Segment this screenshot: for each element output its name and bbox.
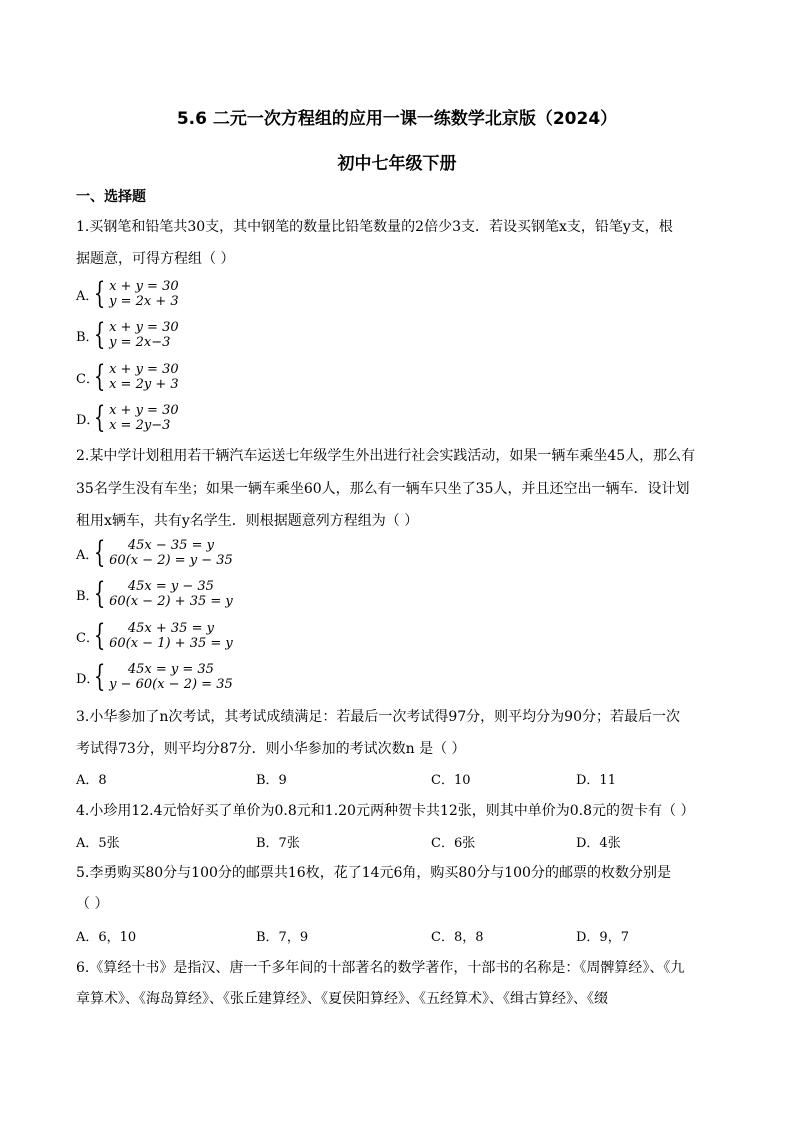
option: C．8，8 bbox=[431, 930, 484, 945]
q2-option-d bbox=[76, 659, 233, 694]
equation: 60(x − 2) + 35 = y bbox=[109, 594, 233, 609]
q1-option-a bbox=[76, 276, 179, 311]
equation: 60(x − 1) + 35 = y bbox=[109, 636, 233, 651]
question-3-text: 3.小华参加了n次考试，其考试成绩满足：若最后一次考试得97分，则平均分为90分；若最后一次 bbox=[76, 709, 681, 725]
equation-system bbox=[109, 538, 233, 568]
equation: y = 2x + 3 bbox=[109, 294, 179, 309]
option: C．10 bbox=[431, 773, 471, 788]
section-heading: 一、选择题 bbox=[76, 189, 146, 205]
brace-symbol: { bbox=[93, 317, 106, 352]
equation-system bbox=[109, 320, 179, 350]
q2-option-c bbox=[76, 618, 233, 653]
equation: x + y = 30 bbox=[109, 362, 179, 377]
equation-system bbox=[109, 579, 233, 609]
brace-symbol: { bbox=[93, 535, 106, 570]
equation: x + y = 30 bbox=[109, 403, 179, 418]
option: A．6，10 bbox=[76, 930, 137, 945]
option: B．7张 bbox=[256, 836, 300, 851]
equation: x = 2y−3 bbox=[109, 418, 171, 433]
brace-symbol: { bbox=[93, 400, 106, 435]
question-6-text: 6.《算经十书》是指汉、唐一千多年间的十部著名的数学著作，十部书的名称是：《周髀算经》、《九 bbox=[76, 960, 685, 976]
equation-system bbox=[109, 621, 233, 651]
equation: 45x − 35 = y bbox=[127, 538, 214, 553]
option-label: D． bbox=[76, 671, 100, 687]
q1-option-c bbox=[76, 359, 179, 394]
option: B．7，9 bbox=[256, 930, 309, 945]
equation-system bbox=[109, 662, 233, 692]
brace-symbol: { bbox=[93, 276, 106, 311]
option-label: B． bbox=[76, 329, 99, 345]
equation: y − 60(x − 2) = 35 bbox=[109, 677, 233, 692]
option-label: D． bbox=[76, 412, 100, 428]
question-6-text: 章算术》、《海岛算经》、《张丘建算经》、《夏侯阳算经》、《五经算术》、《缉古算经》、《缀 bbox=[76, 991, 608, 1007]
brace-symbol: { bbox=[93, 576, 106, 611]
brace-symbol: { bbox=[93, 659, 106, 694]
question-5-text: （ ） bbox=[76, 896, 109, 912]
q2-option-b bbox=[76, 576, 233, 611]
option-label: A． bbox=[76, 288, 99, 304]
equation-system bbox=[109, 279, 179, 309]
option: D．11 bbox=[576, 773, 616, 788]
brace-symbol: { bbox=[93, 359, 106, 394]
question-3-text: 考试得73分，则平均分87分．则小华参加的考试次数n 是（ ） bbox=[76, 741, 466, 757]
option: C．6张 bbox=[431, 836, 476, 851]
question-2-text: 35名学生没有车坐；如果一辆车乘坐60人，那么有一辆车只坐了35人，并且还空出一辆车．设计划 bbox=[76, 481, 690, 497]
equation: x = 2y + 3 bbox=[109, 377, 179, 392]
equation: 45x = y − 35 bbox=[127, 579, 214, 594]
equation: x + y = 30 bbox=[109, 320, 179, 335]
option-label: B． bbox=[76, 588, 99, 604]
equation: 45x + 35 = y bbox=[127, 621, 214, 636]
question-4-text: 4.小珍用12.4元恰好买了单价为0.8元和1.20元两种贺卡共12张，则其中单价为0.8元的贺卡有（ ） bbox=[76, 803, 695, 819]
document-subtitle: 初中七年级下册 bbox=[337, 154, 457, 174]
equation: 60(x − 2) = y − 35 bbox=[109, 553, 233, 568]
question-5-text: 5.李勇购买80分与100分的邮票共16枚，花了14元6角，购买80分与100分的邮票的枚数分别是 bbox=[76, 865, 671, 881]
option: D．9，7 bbox=[576, 930, 629, 945]
option: B．9 bbox=[256, 773, 287, 788]
option-label: A． bbox=[76, 547, 99, 563]
brace-symbol: { bbox=[93, 618, 106, 653]
question-2-text: 2.某中学计划租用若干辆汽车运送七年级学生外出进行社会实践活动，如果一辆车乘坐45人，那么有 bbox=[76, 448, 696, 464]
question-1-text: 据题意，可得方程组（ ） bbox=[76, 251, 235, 267]
question-1-text: 1.买钢笔和铅笔共30支，其中钢笔的数量比铅笔数量的2倍少3支．若设买钢笔x支，铅笔y支，根 bbox=[76, 219, 673, 235]
document-title: 5.6 二元一次方程组的应用一课一练数学北京版（2024） bbox=[176, 109, 618, 129]
equation-system bbox=[109, 403, 179, 433]
option-label: C． bbox=[76, 630, 99, 646]
option: A．5张 bbox=[76, 836, 120, 851]
q1-option-b bbox=[76, 317, 179, 352]
equation-system bbox=[109, 362, 179, 392]
option: A．8 bbox=[76, 773, 107, 788]
equation: 45x = y = 35 bbox=[127, 662, 214, 677]
option: D．4张 bbox=[576, 836, 621, 851]
equation: x + y = 30 bbox=[109, 279, 179, 294]
question-2-text: 租用x辆车，共有y名学生．则根据题意列方程组为（ ） bbox=[76, 513, 419, 529]
q2-option-a bbox=[76, 535, 233, 570]
equation: y = 2x−3 bbox=[109, 335, 171, 350]
q1-option-d bbox=[76, 400, 179, 435]
option-label: C． bbox=[76, 371, 99, 387]
